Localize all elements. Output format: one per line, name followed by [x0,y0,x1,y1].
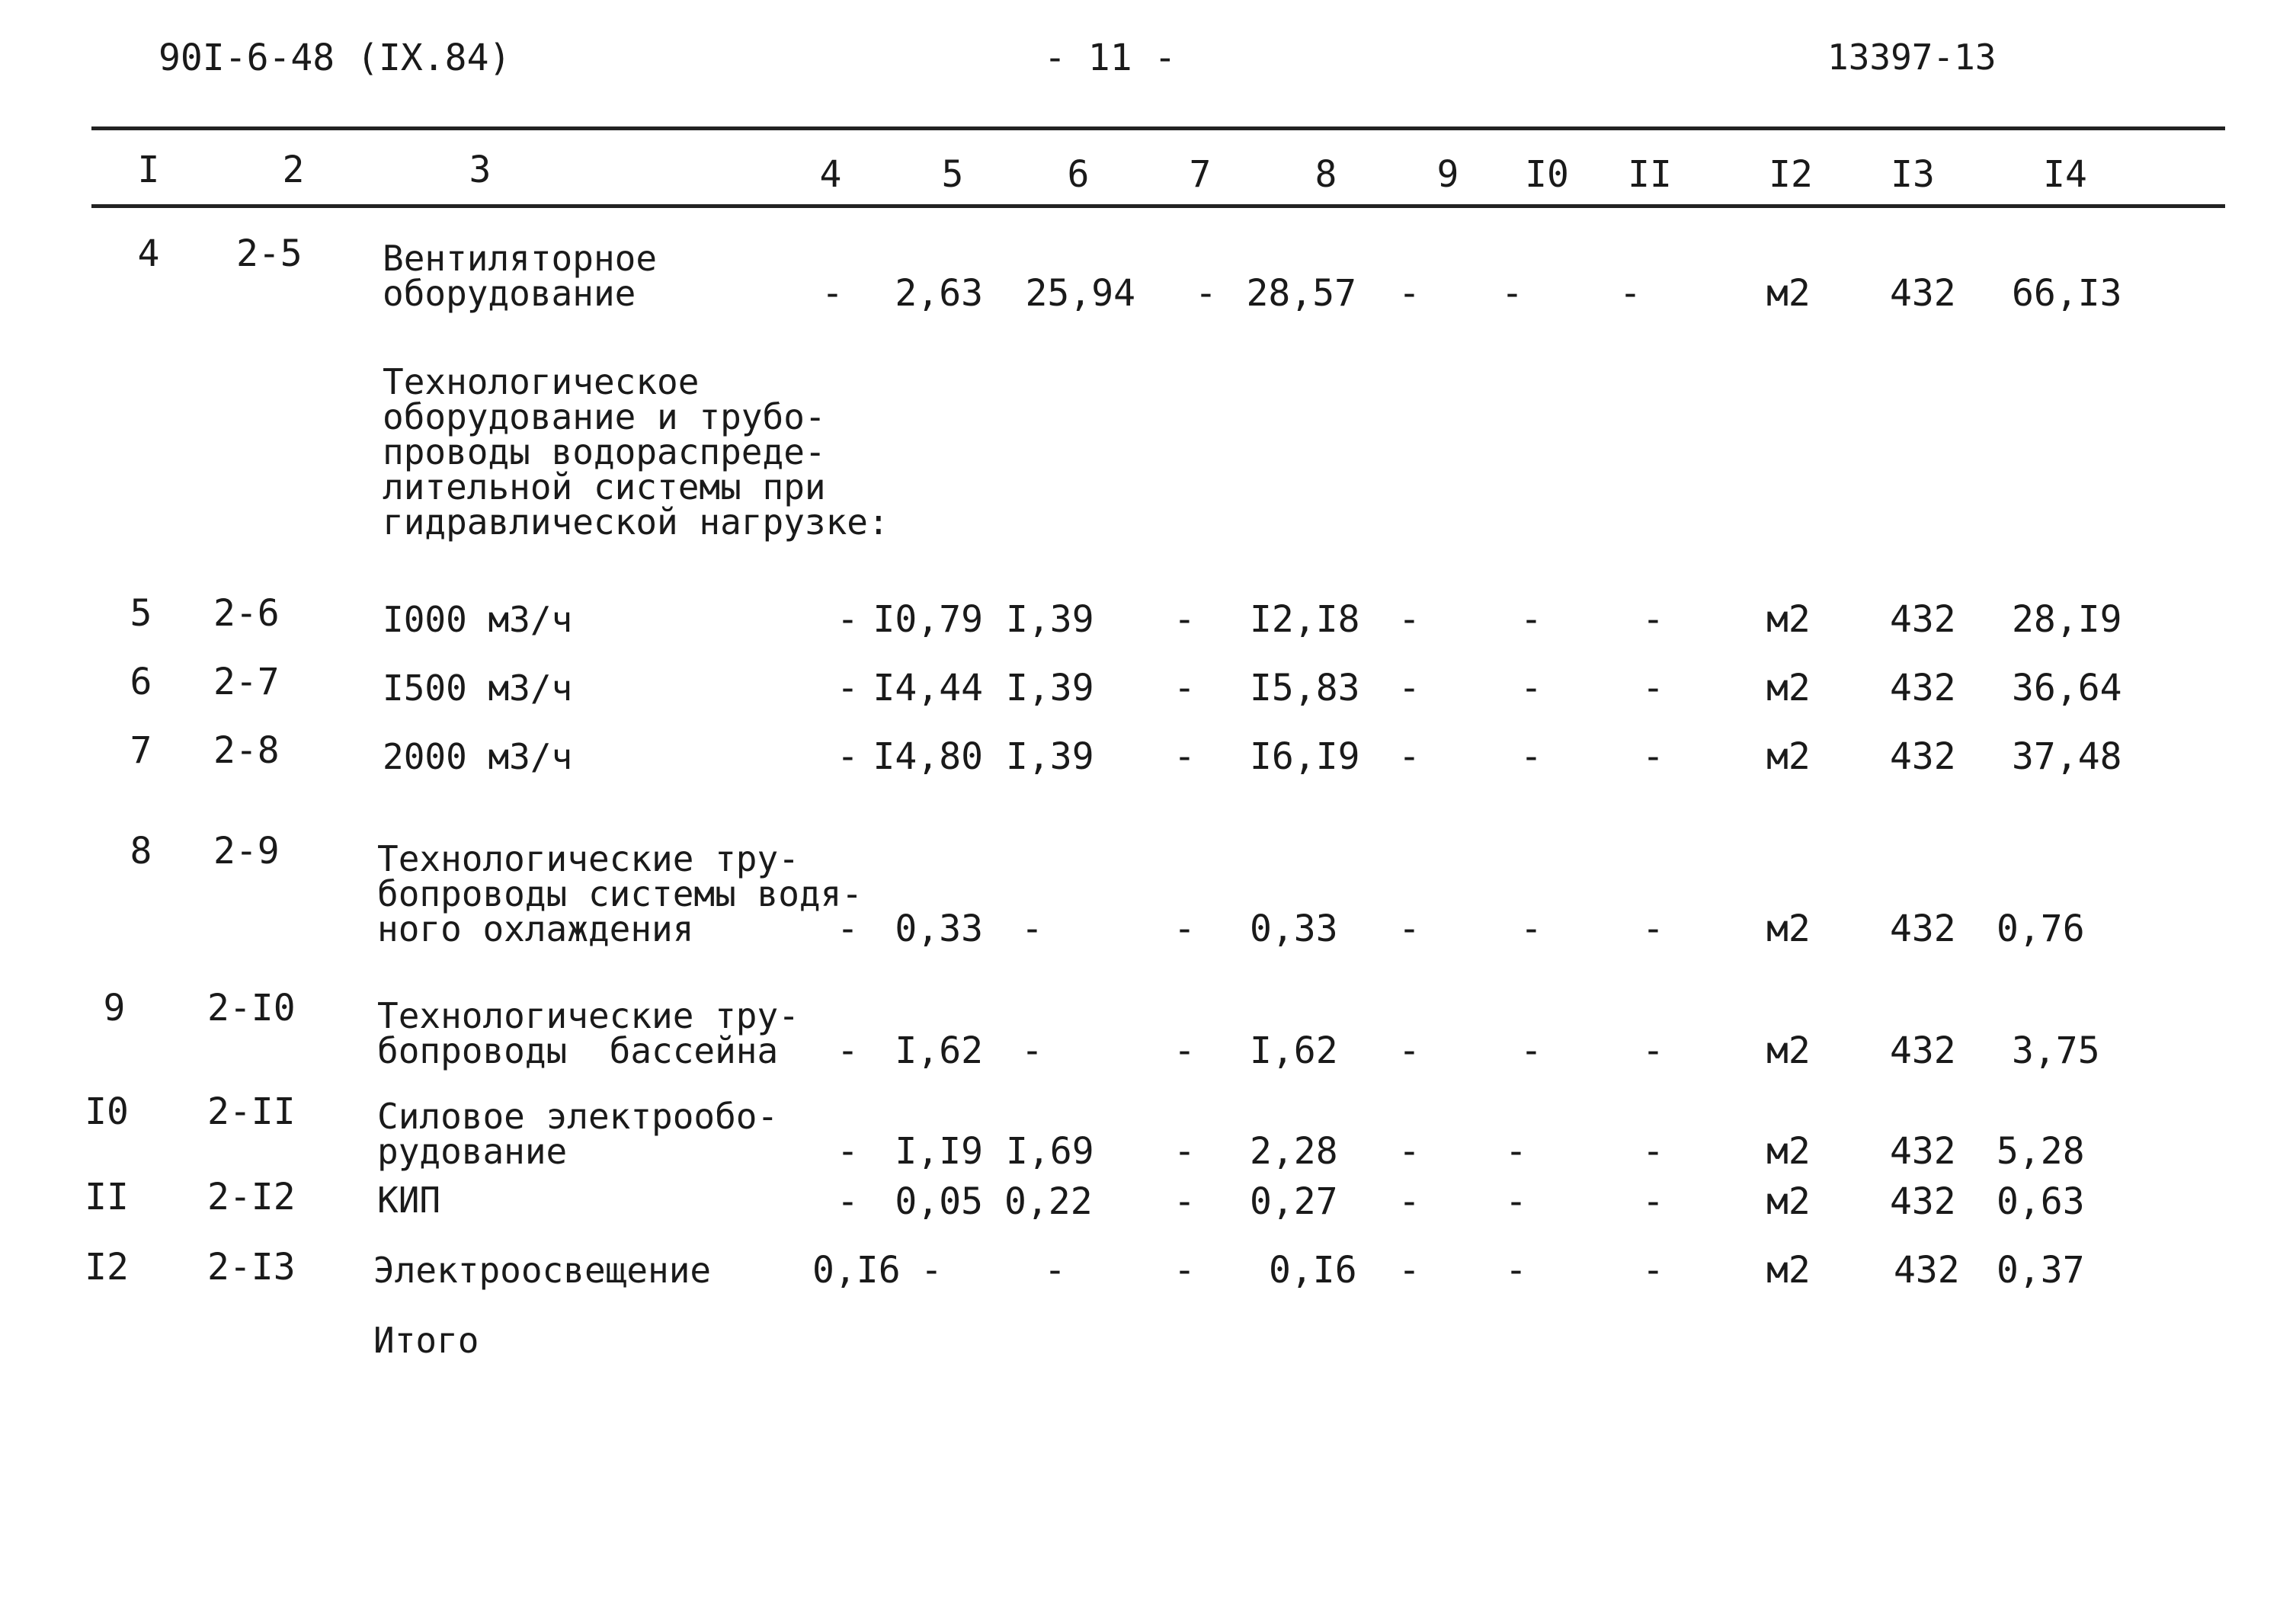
column-header-9: 9 [1436,153,1459,196]
cell-col13: 432 [1890,1029,1956,1072]
column-header-13: I3 [1891,153,1935,196]
row-number: II [85,1176,129,1218]
column-header-3: 3 [469,149,492,191]
item-name: Электроосвещение [373,1250,712,1291]
cell-col5: 0,33 [895,908,983,950]
position-code: 2-5 [236,232,303,275]
cell-col11: - [1642,1130,1664,1173]
cell-col7: - [1174,1180,1196,1223]
position-code: 2-6 [213,592,280,635]
cell-col7: - [1174,908,1196,950]
cell-col5: - [921,1249,943,1292]
column-header-2: 2 [282,149,305,191]
cell-col4: - [837,735,859,778]
cell-col5: I,62 [895,1029,983,1072]
column-header-1: I [137,149,160,191]
cell-col11: - [1642,735,1664,778]
cell-col10: - [1520,908,1542,950]
cell-col13: 432 [1890,735,1956,778]
cell-col10: - [1505,1180,1527,1223]
cell-col4: - [837,1180,859,1223]
cell-col9: - [1398,667,1420,709]
cell-col5: 2,63 [895,272,983,315]
table-header-rule [91,204,2225,208]
cell-col5: I4,44 [873,667,983,709]
position-code: 2-I2 [207,1176,296,1218]
cell-col5: I0,79 [873,598,983,641]
cell-col11: - [1642,1249,1664,1292]
cell-col6: 0,22 [1004,1180,1093,1223]
cell-col6: - [1044,1249,1066,1292]
cell-col4: - [837,667,859,709]
cell-col8: 28,57 [1246,272,1356,315]
row-number: 5 [130,592,152,635]
column-header-12: I2 [1769,153,1813,196]
column-header-11: II [1628,153,1672,196]
cell-col13: 432 [1894,1249,1960,1292]
cell-col11: - [1642,1029,1664,1072]
item-name: I500 м3/ч [383,668,573,709]
column-header-14: I4 [2043,153,2087,196]
row-number: 6 [130,661,152,703]
cell-col10: - [1505,1130,1527,1173]
cell-col9: - [1398,1130,1420,1173]
unit: м2 [1766,908,1811,950]
cell-col11: - [1642,667,1664,709]
cell-col8: 0,27 [1250,1180,1338,1223]
column-header-10: I0 [1525,153,1569,196]
position-code: 2-II [207,1090,296,1133]
unit: м2 [1766,1130,1811,1173]
cell-col13: 432 [1890,1130,1956,1173]
cell-col14: 66,I3 [2012,272,2122,315]
cell-col11: - [1642,1180,1664,1223]
item-name: 2000 м3/ч [383,736,573,777]
cell-col14: 5,28 [1997,1130,2085,1173]
row-number: 9 [103,987,126,1029]
cell-col8: I2,I8 [1250,598,1360,641]
section-heading: Технологическое оборудование и трубо- проводы водораспреде- лительной системы при гидравлической нагрузке: [383,361,889,543]
cell-col7: - [1174,667,1196,709]
cell-col14: 3,75 [2012,1029,2100,1072]
cell-col6: - [1021,908,1043,950]
cell-col14: 37,48 [2012,735,2122,778]
cell-col13: 432 [1890,272,1956,315]
unit: м2 [1766,1029,1811,1072]
cell-col4: - [837,1130,859,1173]
cell-col14: 0,37 [1997,1249,2085,1292]
total-label: Итого [373,1320,479,1361]
cell-col4: 0,I6 [812,1249,901,1292]
row-number: 4 [137,232,160,275]
cell-col6: I,39 [1006,598,1094,641]
cell-col8: 2,28 [1250,1130,1338,1173]
cell-col6: - [1021,1029,1043,1072]
table-top-rule [91,126,2225,130]
row-number: I0 [85,1090,129,1133]
cell-col9: - [1398,1029,1420,1072]
position-code: 2-7 [213,661,280,703]
cell-col10: - [1520,667,1542,709]
position-code: 2-I3 [207,1246,296,1289]
unit: м2 [1766,272,1811,315]
item-name: Технологические тру- бопроводы бассейна [377,995,799,1071]
unit: м2 [1766,735,1811,778]
cell-col9: - [1398,272,1420,315]
position-code: 2-8 [213,729,280,772]
cell-col8: 0,33 [1250,908,1338,950]
cell-col4: - [821,272,844,315]
cell-col5: I4,80 [873,735,983,778]
sheet-code: 13397-13 [1827,37,1997,78]
page-number: - 11 - [1044,37,1177,79]
column-header-6: 6 [1067,153,1090,196]
cell-col11: - [1642,598,1664,641]
position-code: 2-I0 [207,987,296,1029]
cell-col10: - [1520,1029,1542,1072]
unit: м2 [1766,598,1811,641]
cell-col4: - [837,598,859,641]
column-header-8: 8 [1315,153,1337,196]
cell-col6: 25,94 [1025,272,1135,315]
column-header-4: 4 [819,153,842,196]
cell-col4: - [837,908,859,950]
cell-col10: - [1520,735,1542,778]
position-code: 2-9 [213,830,280,872]
item-name: I000 м3/ч [383,599,573,640]
cell-col9: - [1398,735,1420,778]
cell-col9: - [1398,1180,1420,1223]
cell-col8: I6,I9 [1250,735,1360,778]
cell-col5: 0,05 [895,1180,983,1223]
cell-col13: 432 [1890,667,1956,709]
cell-col7: - [1174,598,1196,641]
unit: м2 [1766,667,1811,709]
cell-col11: - [1642,908,1664,950]
item-name: Силовое электрообо- рудование [377,1096,779,1172]
cell-col8: 0,I6 [1269,1249,1357,1292]
row-number: 8 [130,830,152,872]
cell-col7: - [1174,1130,1196,1173]
cell-col7: - [1174,1249,1196,1292]
cell-col8: I,62 [1250,1029,1338,1072]
cell-col14: 0,76 [1997,908,2085,950]
cell-col14: 28,I9 [2012,598,2122,641]
cell-col14: 36,64 [2012,667,2122,709]
cell-col10: - [1501,272,1523,315]
column-header-5: 5 [941,153,964,196]
cell-col10: - [1505,1249,1527,1292]
cell-col9: - [1398,908,1420,950]
column-header-7: 7 [1189,153,1212,196]
cell-col9: - [1398,598,1420,641]
cell-col6: I,39 [1006,667,1094,709]
cell-col7: - [1174,1029,1196,1072]
unit: м2 [1766,1180,1811,1223]
cell-col11: - [1619,272,1641,315]
cell-col9: - [1398,1249,1420,1292]
cell-col14: 0,63 [1997,1180,2085,1223]
cell-col10: - [1520,598,1542,641]
cell-col6: I,69 [1006,1130,1094,1173]
item-name: Вентиляторное оборудование [383,238,658,314]
row-number: I2 [85,1246,129,1289]
cell-col13: 432 [1890,1180,1956,1223]
row-number: 7 [130,729,152,772]
cell-col13: 432 [1890,908,1956,950]
item-name: КИП [377,1180,441,1221]
cell-col13: 432 [1890,598,1956,641]
cell-col5: I,I9 [895,1130,983,1173]
cell-col7: - [1174,735,1196,778]
cell-col6: I,39 [1006,735,1094,778]
item-name: Технологические тру- бопроводы системы водя- ного охлаждения [377,838,863,949]
document-code: 90I-6-48 (IX.84) [159,37,511,79]
cell-col4: - [837,1029,859,1072]
unit: м2 [1766,1249,1811,1292]
cell-col7: - [1195,272,1217,315]
cell-col8: I5,83 [1250,667,1360,709]
